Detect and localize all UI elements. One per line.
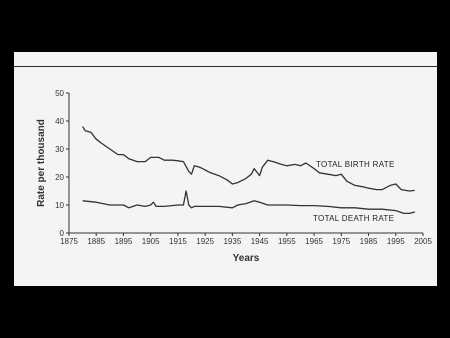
y-tick-label: 40: [55, 117, 64, 126]
x-tick-label: 1915: [169, 237, 187, 246]
y-tick-label: 30: [55, 145, 64, 154]
y-tick-label: 20: [55, 173, 64, 182]
series-label-birth-rate: TOTAL BIRTH RATE: [316, 160, 395, 169]
x-tick-label: 1955: [277, 237, 296, 246]
x-tick-label: 2005: [414, 237, 432, 246]
x-tick-label: 1995: [386, 237, 405, 246]
birth-rate-line: [83, 127, 415, 191]
x-tick-label: 1985: [359, 237, 378, 246]
x-tick-label: 1945: [250, 237, 269, 246]
x-tick-label: 1925: [196, 237, 215, 246]
x-tick-label: 1885: [87, 237, 106, 246]
y-axis-title: Rate per thousand: [36, 119, 47, 207]
series-label-death-rate: TOTAL DEATH RATE: [313, 214, 395, 223]
x-tick-label: 1975: [332, 237, 351, 246]
y-tick-label: 50: [55, 89, 64, 98]
y-tick-label: 0: [59, 229, 64, 238]
x-tick-label: 1895: [114, 237, 133, 246]
death-rate-line: [83, 191, 415, 213]
x-tick-label: 1935: [223, 237, 242, 246]
x-tick-label: 1905: [141, 237, 160, 246]
y-tick-label: 10: [55, 201, 64, 210]
x-tick-label: 1965: [305, 237, 323, 246]
x-axis-title: Years: [232, 253, 260, 264]
series-lines: [83, 127, 415, 214]
x-tick-label: 1875: [60, 237, 78, 246]
